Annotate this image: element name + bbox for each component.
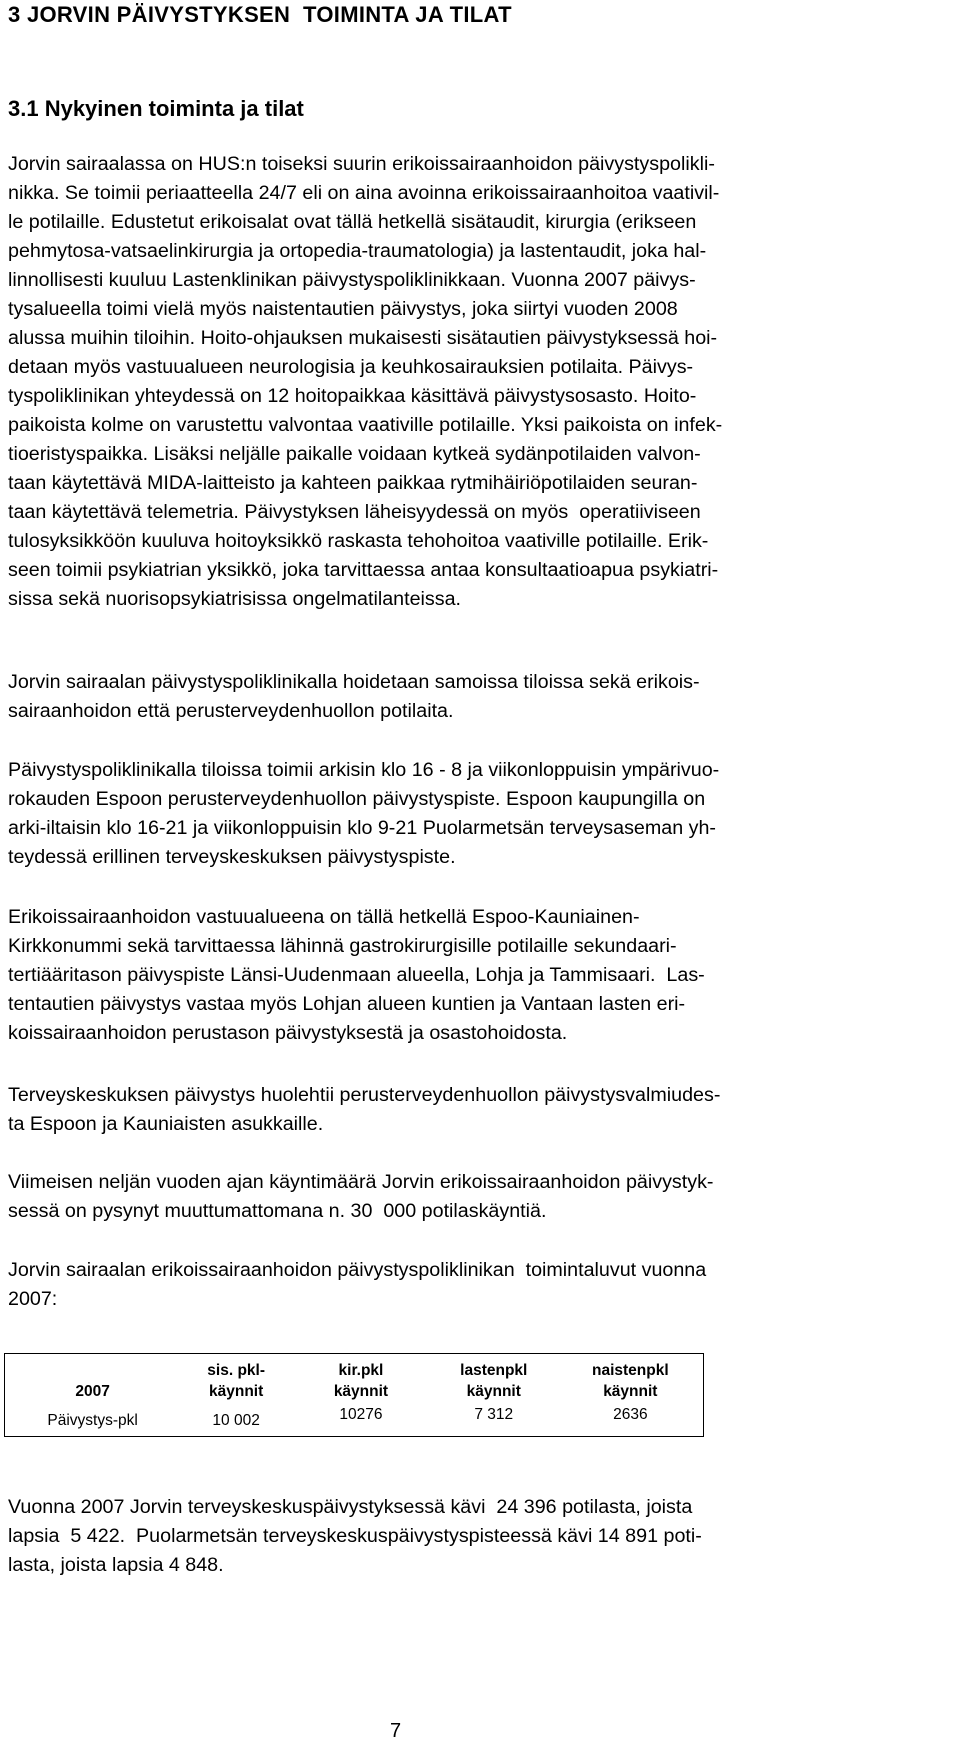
- table-header-cell: [292, 1354, 430, 1403]
- text-line: seen toimii psykiatrian yksikkö, joka tarvittaessa antaa konsultaatioapua psykiatri-: [8, 559, 719, 581]
- text-line: sairaanhoidon että perusterveydenhuollon potilaita.: [8, 700, 454, 722]
- table-header-cell: [430, 1354, 558, 1403]
- text-line: detaan myös vastuualueen neurologisia ja keuhkosairauksien potilaita. Päivys-: [8, 356, 694, 378]
- text-line: tentautien päivystys vastaa myös Lohjan alueen kuntien ja Vantaan lasten eri-: [8, 993, 686, 1015]
- text-line: lapsia 5 422. Puolarmetsän terveyskeskuspäivystyspisteessä kävi 14 891 poti-: [8, 1525, 702, 1547]
- text-line: taan käytettävä MIDA-laitteisto ja kahteen paikkaa rytmihäiriöpotilaiden seuran-: [8, 472, 698, 494]
- text-line: arki-iltaisin klo 16-21 ja viikonloppuisin klo 9-21 Puolarmetsän terveysaseman yh-: [8, 817, 716, 839]
- table-year: 2007: [75, 1383, 110, 1400]
- text-line: 2007:: [8, 1288, 58, 1310]
- text-line: le potilaille. Edustetut erikoisalat ovat tällä hetkellä sisätaudit, kirurgia (erikseen: [8, 211, 697, 233]
- column-label: käynnit: [209, 1383, 264, 1400]
- paragraph-health-centre: [8, 1081, 956, 1139]
- text-line: Jorvin sairaalan päivystyspoliklinikalla hoidetaan samoissa tiloissa sekä erikois-: [8, 671, 700, 693]
- paragraph-visit-volume: [8, 1168, 956, 1226]
- paragraph-intro: [8, 150, 956, 614]
- text-line: tulosyksikköön kuuluva hoitoyksikkö raskasta tehohoitoa vaativille potilaille. Erik-: [8, 530, 709, 552]
- visits-table: [4, 1353, 704, 1437]
- text-line: koissairaanhoidon perustason päivystyksestä ja osastohoidosta.: [8, 1022, 568, 1044]
- table-row: [5, 1402, 704, 1437]
- page-number: 7: [390, 1720, 402, 1742]
- column-label: naistenpkl: [591, 1362, 669, 1379]
- text-line: sissa sekä nuorisopsykiatrisissa ongelmatilanteissa.: [8, 588, 462, 610]
- paragraph-closing: [8, 1493, 956, 1580]
- text-line: ta Espoon ja Kauniaisten asukkaille.: [8, 1113, 324, 1135]
- table-cell: 7 312: [474, 1406, 514, 1423]
- column-label: käynnit: [603, 1383, 658, 1400]
- text-line: Erikoissairaanhoidon vastuualueena on tällä hetkellä Espoo-Kauniainen-: [8, 906, 640, 928]
- text-line: taan käytettävä telemetria. Päivystyksen läheisyydessä on myös operatiiviseen: [8, 501, 701, 523]
- text-line: paikoista kolme on varustettu valvontaa vaativille potilaille. Yksi paikoista on infek-: [8, 414, 723, 436]
- column-label: käynnit: [466, 1383, 521, 1400]
- text-line: Päivystyspoliklinikalla tiloissa toimii arkisin klo 16 - 8 ja viikonloppuisin ympärivuo-: [8, 759, 720, 781]
- paragraph-table-intro: [8, 1256, 956, 1314]
- section-heading: 3.1 Nykyinen toiminta ja tilat: [8, 96, 304, 121]
- paragraph-opening-hours: [8, 756, 956, 872]
- text-line: Vuonna 2007 Jorvin terveyskeskuspäivystyksessä kävi 24 396 potilasta, joista: [8, 1496, 693, 1518]
- column-label: käynnit: [333, 1383, 389, 1400]
- paragraph-responsibility-area: [8, 903, 956, 1048]
- table-row-label: Päivystys-pkl: [47, 1412, 138, 1429]
- table-cell: 10 002: [212, 1412, 260, 1429]
- text-line: tyspoliklinikan yhteydessä on 12 hoitopaikkaa käsittävä päivystysosasto. Hoito-: [8, 385, 697, 407]
- text-line: rokauden Espoon perusterveydenhuollon päivystyspiste. Espoon kaupungilla on: [8, 788, 706, 810]
- table-header-cell: [180, 1354, 292, 1403]
- text-line: teydessä erillinen terveyskeskuksen päivystyspiste.: [8, 846, 456, 868]
- text-line: tertiääritason päivyspiste Länsi-Uudenmaan alueella, Lohja ja Tammisaari. Las-: [8, 964, 705, 986]
- column-label: sis. pkl-: [207, 1362, 265, 1379]
- text-line: Terveyskeskuksen päivystys huolehtii perusterveydenhuollon päivystysvalmiudes-: [8, 1084, 721, 1106]
- table-cell: 2636: [613, 1406, 648, 1423]
- text-line: pehmytosa-vatsaelinkirurgia ja ortopedia-traumatologia) ja lastentaudit, joka hal-: [8, 240, 707, 262]
- text-line: Viimeisen neljän vuoden ajan käyntimäärä Jorvin erikoissairaanhoidon päivystyk-: [8, 1171, 714, 1193]
- text-line: tysalueella toimi vielä myös naistentautien päivystys, joka siirtyi vuoden 2008: [8, 298, 678, 320]
- text-line: lasta, joista lapsia 4 848.: [8, 1554, 224, 1576]
- text-line: sessä on pysynyt muuttumattomana n. 30 000 potilaskäyntiä.: [8, 1200, 547, 1222]
- text-line: alussa muihin tiloihin. Hoito-ohjauksen mukaisesti sisätautien päivystyksessä hoi-: [8, 327, 718, 349]
- chapter-heading: 3 JORVIN PÄIVYSTYKSEN TOIMINTA JA TILAT: [8, 2, 512, 27]
- column-label: lastenpkl: [460, 1362, 528, 1379]
- table-year-cell: [5, 1354, 181, 1403]
- table-cell: 10276: [339, 1406, 383, 1423]
- paragraph-shared-premises: [8, 668, 956, 726]
- text-line: linnollisesti kuuluu Lastenklinikan päivystyspoliklinikkaan. Vuonna 2007 päivys-: [8, 269, 696, 291]
- text-line: Kirkkonummi sekä tarvittaessa lähinnä gastrokirurgisille potilaille sekundaari-: [8, 935, 677, 957]
- text-line: tioeristyspaikka. Lisäksi neljälle paikalle voidaan kytkeä sydänpotilaiden valvon-: [8, 443, 701, 465]
- text-line: Jorvin sairaalassa on HUS:n toiseksi suurin erikoissairaanhoidon päivystyspolikli-: [8, 153, 715, 175]
- text-line: nikka. Se toimii periaatteella 24/7 eli on aina avoinna erikoissairaanhoitoa vaativil-: [8, 182, 720, 204]
- text-line: Jorvin sairaalan erikoissairaanhoidon päivystyspoliklinikan toimintaluvut vuonna: [8, 1259, 707, 1281]
- column-label: kir.pkl: [338, 1362, 384, 1379]
- table-header-row: [5, 1354, 704, 1403]
- table-header-cell: [558, 1354, 704, 1403]
